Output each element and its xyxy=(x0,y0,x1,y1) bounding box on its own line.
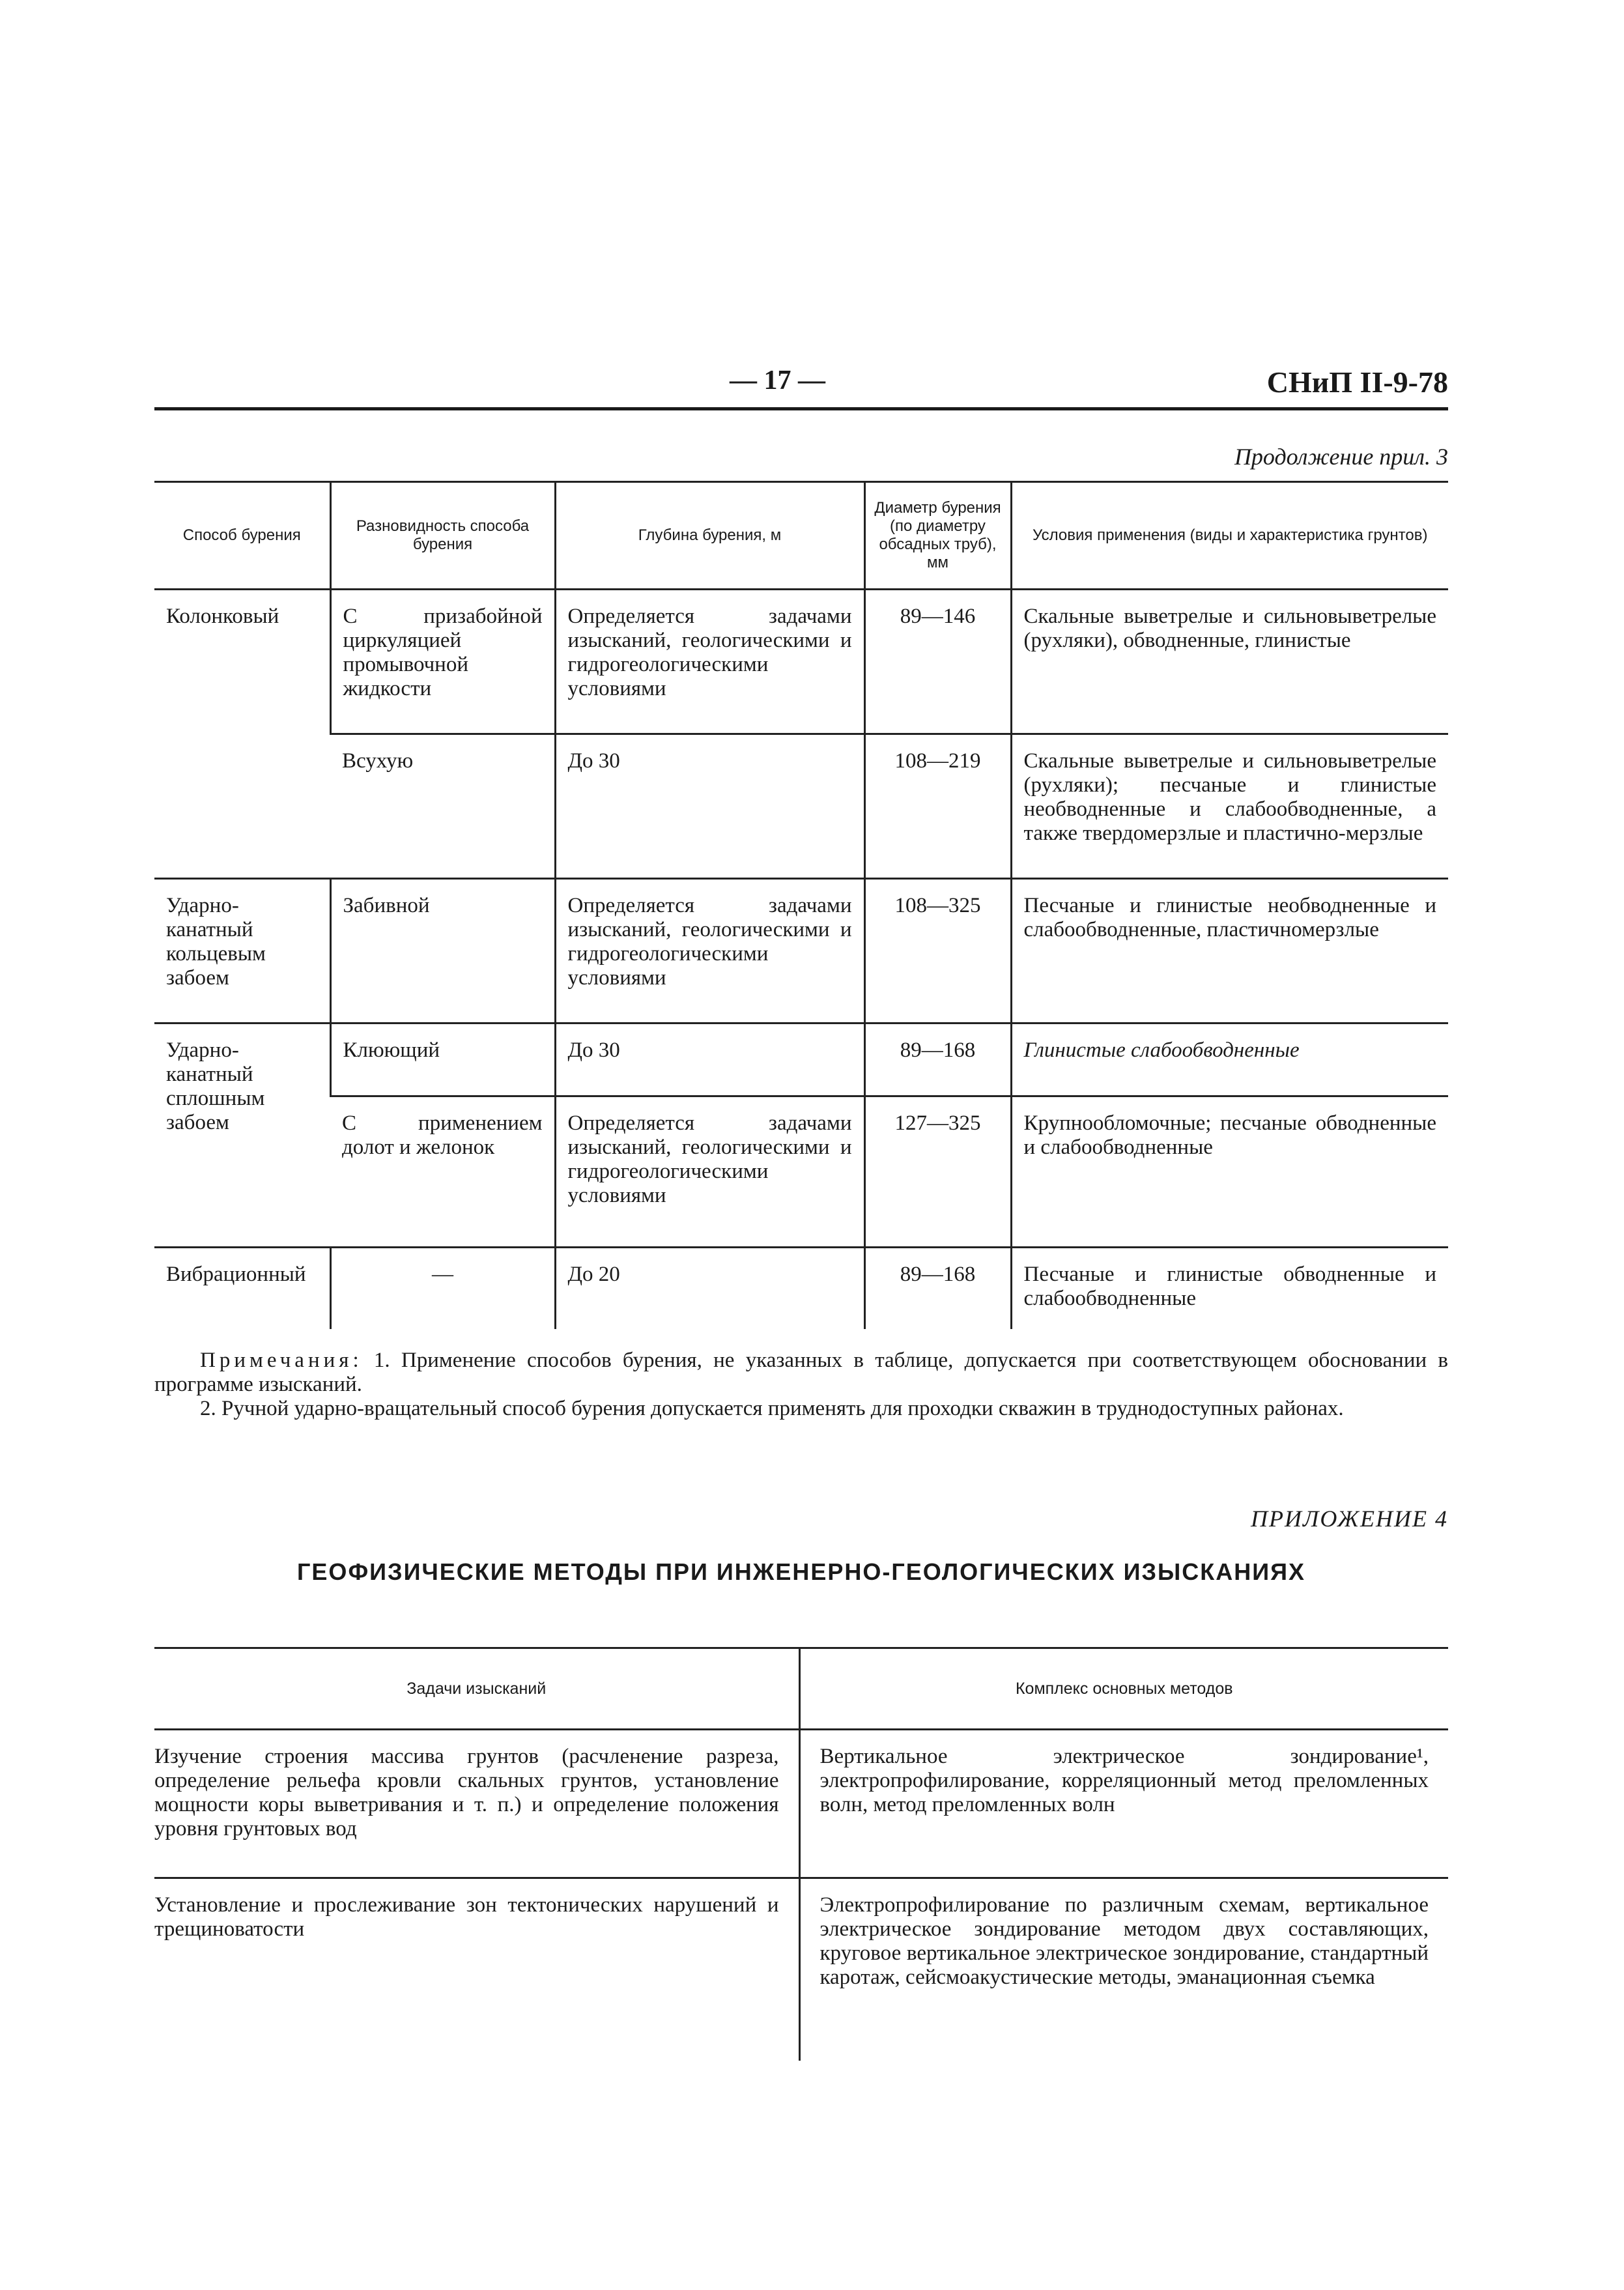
table-header-row xyxy=(154,1648,1448,1730)
conditions-cell: Скальные выветрелые и сильновыветрелые (рухляки), обводненные, глинистые xyxy=(1011,590,1448,734)
depth-cell: До 30 xyxy=(555,734,864,879)
column-header: Диаметр бурения (по диаметру обсадных труб), мм xyxy=(864,482,1011,590)
variety-cell: Клюющий xyxy=(330,1023,555,1096)
depth-cell: Определяется задачами изысканий, геологическими и гидрогеологическими условиями xyxy=(555,879,864,1023)
diameter-cell: 89—168 xyxy=(864,1248,1011,1330)
appendix-title: ГЕОФИЗИЧЕСКИЕ МЕТОДЫ ПРИ ИНЖЕНЕРНО-ГЕОЛОГИЧЕСКИХ ИЗЫСКАНИЯХ xyxy=(297,1558,1305,1585)
conditions-cell: Песчаные и глинистые обводненные и слабообводненные xyxy=(1011,1248,1448,1330)
table-notes xyxy=(154,1349,1448,1421)
task-cell: Изучение строения массива грунтов (расчленение разреза, определение рельефа кровли скальных грунтов, установление мощности коры выветривания и т. п.) и определение положения уровня грунтовых вод xyxy=(154,1730,799,1878)
diameter-cell: 89—168 xyxy=(864,1023,1011,1096)
diameter-cell: 127—325 xyxy=(864,1096,1011,1248)
table-row xyxy=(154,1248,1448,1330)
table-row xyxy=(154,1730,1448,1878)
table-row xyxy=(154,879,1448,1023)
conditions-cell: Крупнообломочные; песчаные обводненные и слабообводненные xyxy=(1011,1096,1448,1248)
variety-cell: Всухую xyxy=(330,734,555,879)
geophysical-methods-table xyxy=(154,1647,1448,2061)
conditions-cell: Песчаные и глинистые необводненные и слабообводненные, пластичномерзлые xyxy=(1011,879,1448,1023)
depth-cell: До 30 xyxy=(555,1023,864,1096)
method-cell: Колонковый xyxy=(154,590,330,879)
table-row xyxy=(154,1023,1448,1096)
variety-cell: — xyxy=(330,1248,555,1330)
depth-cell: До 20 xyxy=(555,1248,864,1330)
column-header: Разновидность способа бурения xyxy=(330,482,555,590)
note-1-text: 1. Применение способов бурения, не указанных в таблице, допускается при соответствующем обосновании в программе изысканий. xyxy=(154,1349,1448,1396)
column-header: Способ бурения xyxy=(154,482,330,590)
table-row xyxy=(154,1096,1448,1248)
conditions-cell: Глинистые слабообводненные xyxy=(1011,1023,1448,1096)
header-rule xyxy=(154,407,1448,410)
variety-cell: С призабойной циркуляцией промывочной жидкости xyxy=(330,590,555,734)
column-header: Комплекс основных методов xyxy=(799,1648,1448,1730)
diameter-cell: 108—219 xyxy=(864,734,1011,879)
note-1 xyxy=(154,1349,1448,1397)
drilling-methods-table xyxy=(154,481,1448,1329)
depth-cell: Определяется задачами изысканий, геологическими и гидрогеологическими условиями xyxy=(555,1096,864,1248)
table-row xyxy=(154,734,1448,879)
task-cell: Установление и прослеживание зон тектонических нарушений и трещиноватости xyxy=(154,1893,779,1941)
depth-cell: Определяется задачами изысканий, геологическими и гидрогеологическими условиями xyxy=(555,590,864,734)
diameter-cell: 108—325 xyxy=(864,879,1011,1023)
method-cell: Ударно-канатный сплошным забоем xyxy=(154,1023,330,1248)
note-2: 2. Ручной ударно-вращательный способ бурения допускается применять для проходки скважин в труднодоступных районах. xyxy=(200,1397,1344,1420)
variety-cell: Забивной xyxy=(330,879,555,1023)
notes-label: Примечания: xyxy=(200,1349,363,1372)
methods-cell: Вертикальное электрическое зондирование¹, электропрофилирование, корреляционный метод преломленных волн, метод преломленных волн xyxy=(799,1730,1448,1878)
appendix-label: ПРИЛОЖЕНИЕ 4 xyxy=(1251,1506,1448,1532)
table-header-row xyxy=(154,482,1448,590)
column-header: Задачи изысканий xyxy=(154,1648,799,1730)
page-number: — 17 — xyxy=(730,365,825,395)
table-row xyxy=(154,590,1448,734)
document-code: СНиП II-9-78 xyxy=(1266,365,1448,399)
method-cell: Вибрационный xyxy=(166,1263,306,1286)
continuation-label: Продолжение прил. 3 xyxy=(1234,444,1448,470)
table-row xyxy=(154,1878,1448,2061)
methods-cell: Электропрофилирование по различным схемам, вертикальное электрическое зондирование методом двух составляющих, круговое вертикальное электрическое зондирование, стандартный каротаж, сейсмоакустические методы, эманационная съемка xyxy=(799,1878,1448,2061)
column-header: Условия применения (виды и характеристика грунтов) xyxy=(1011,482,1448,590)
diameter-cell: 89—146 xyxy=(864,590,1011,734)
conditions-cell: Скальные выветрелые и сильновыветрелые (рухляки); песчаные и глинистые необводненные и слабообводненные, а также твердомерзлые и пластично-мерзлые xyxy=(1011,734,1448,879)
column-header: Глубина бурения, м xyxy=(555,482,864,590)
method-cell: Ударно-канатный кольцевым забоем xyxy=(154,879,330,1023)
variety-cell: С применением долот и желонок xyxy=(330,1096,555,1248)
